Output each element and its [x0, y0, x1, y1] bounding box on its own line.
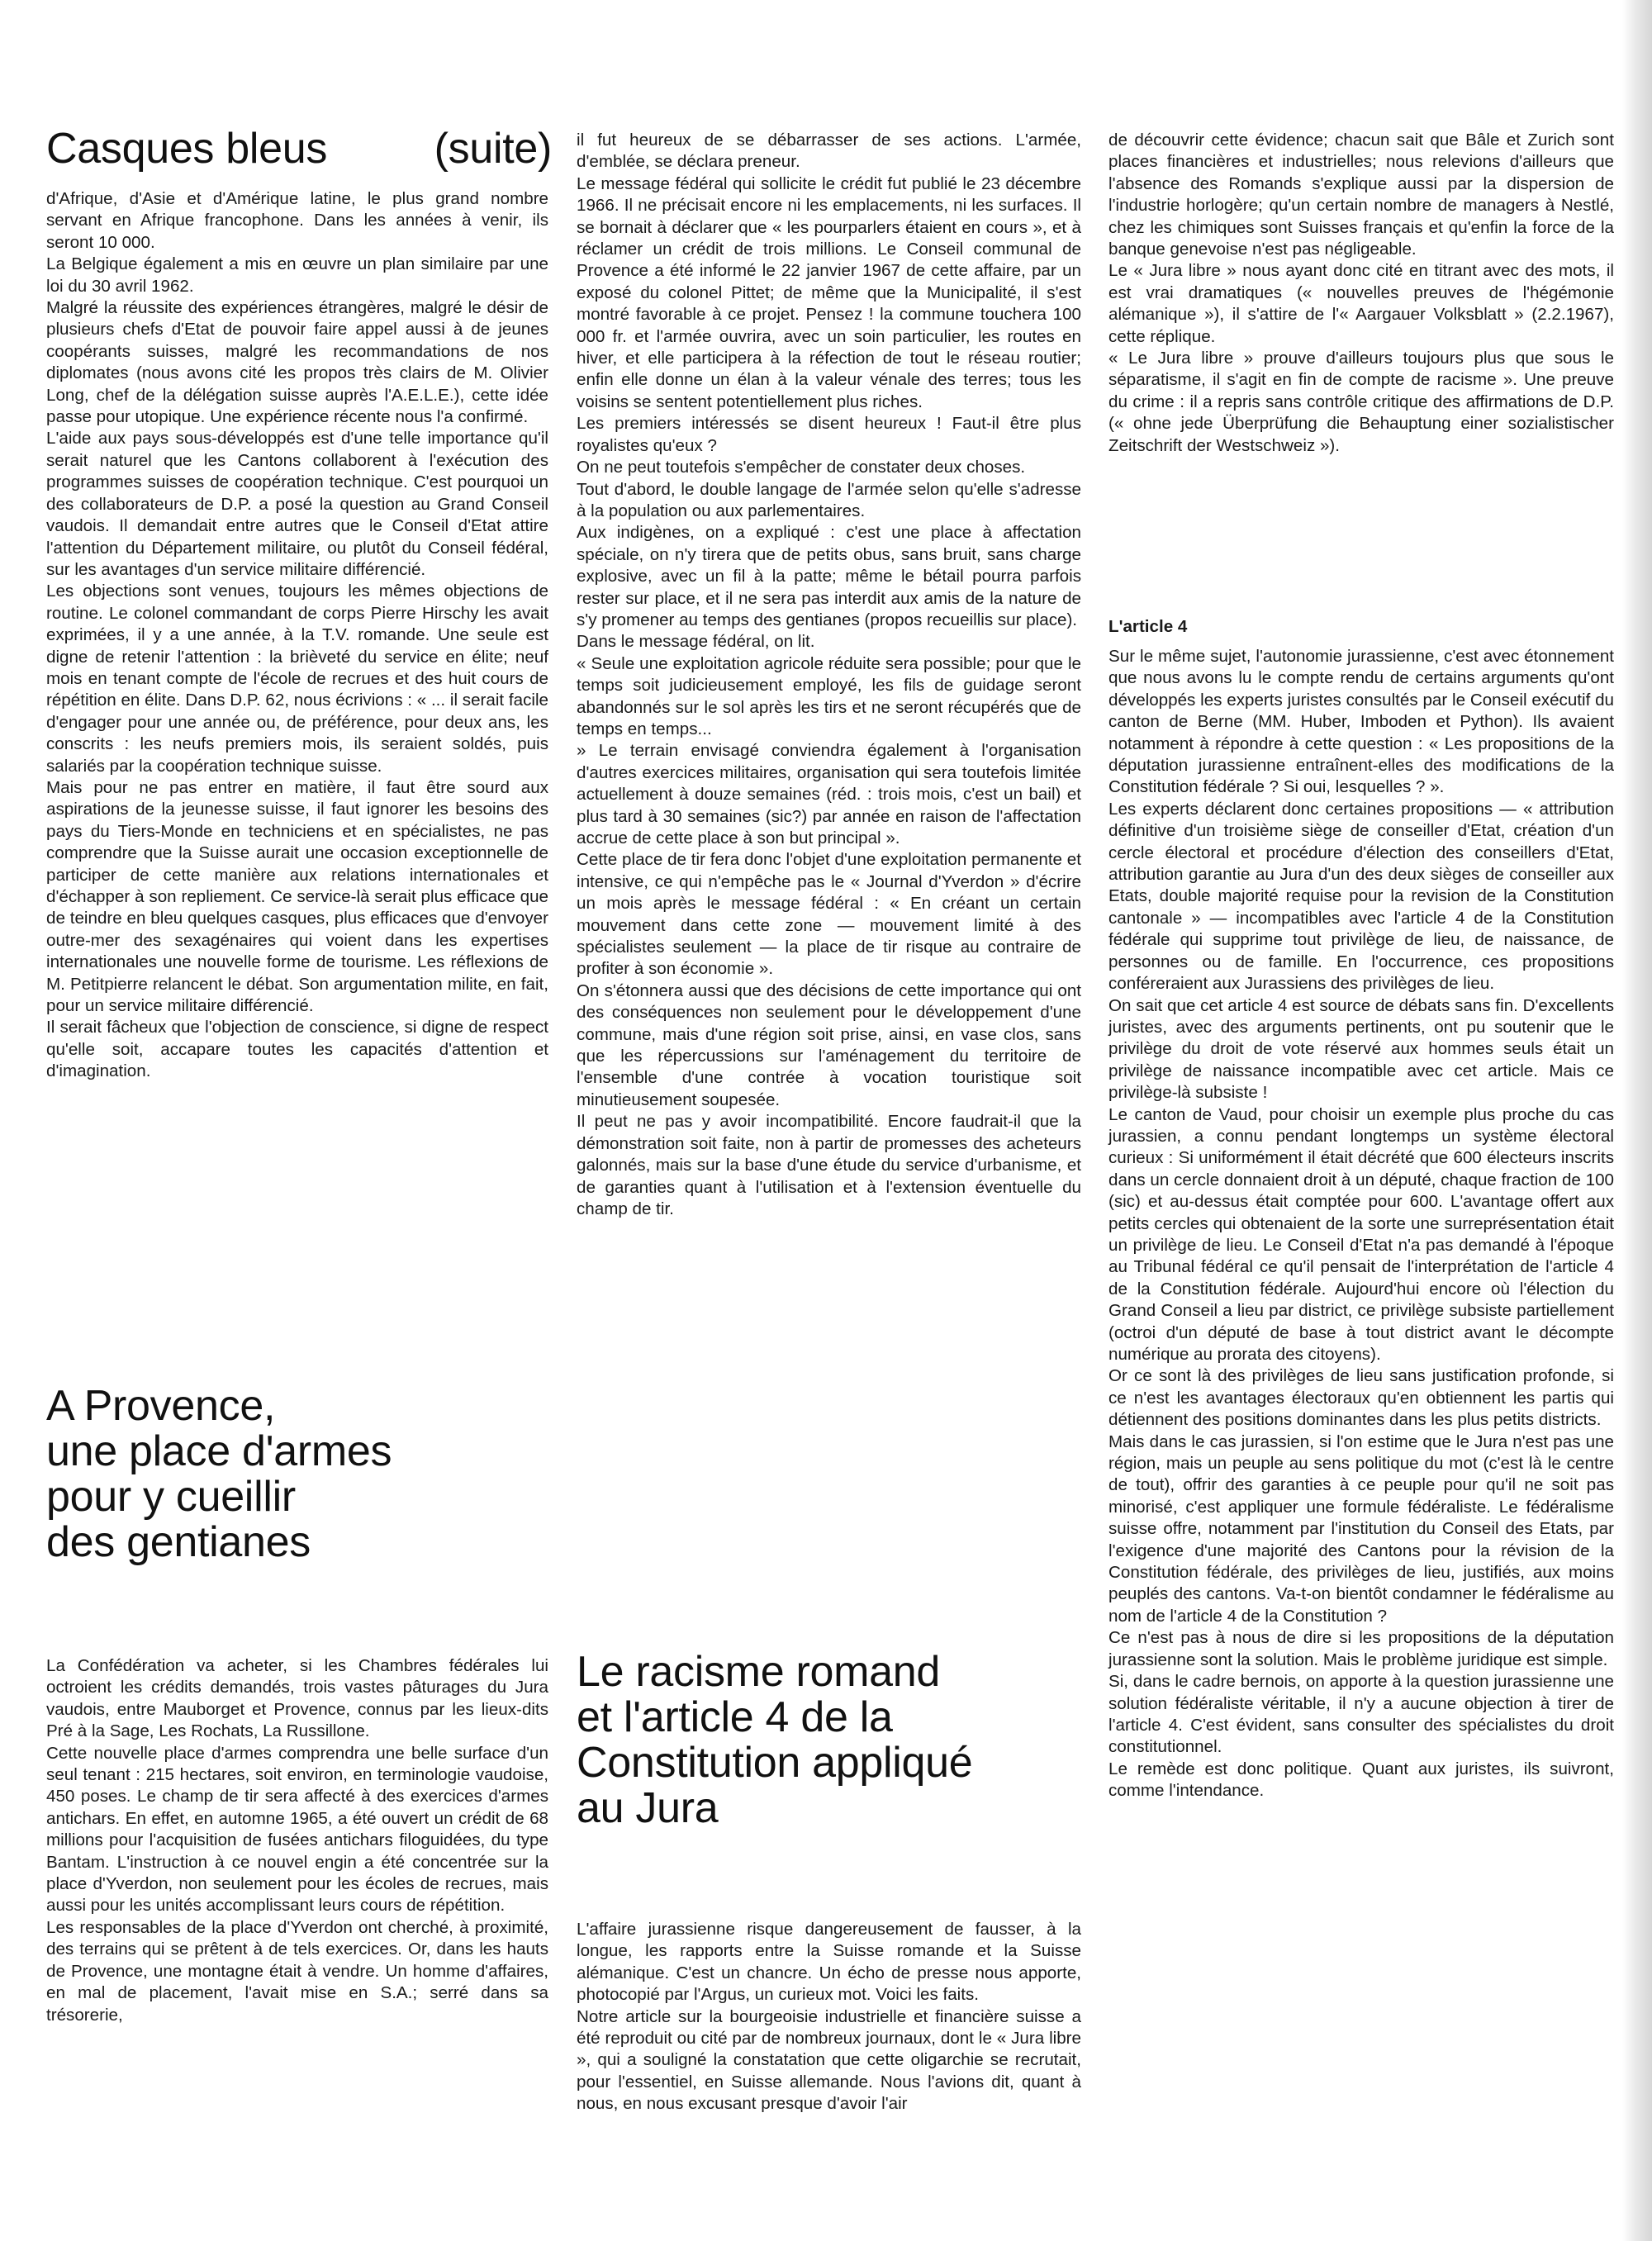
paragraph: Il serait fâcheux que l'objection de conscience, si digne de respect qu'elle soit, accapare toutes les capacités d'attention et d'imagination. [46, 1018, 548, 1081]
title-line: Constitution appliqué [577, 1739, 973, 1787]
paragraph: Les objections sont venues, toujours les mêmes objections de routine. Le colonel commandant de corps Pierre Hirschy les avait exprimées, il y a une année, à la T.V. romande. Une seule est digne de retenir l'attention : la brièveté du service en élite; neuf mois en tenant compte de l'école de recrues et des huit cours de répétition en élite. Dans D.P. 62, nous écrivions : « ... il serait facile d'engager pour une année ou, de préférence, pour deux ans, les conscrits : les neufs premiers mois, ils seraient soldés, puis salariés par la coopération technique suisse. [46, 582, 548, 776]
column-provence-part1 [46, 1655, 548, 2026]
paragraph: Mais dans le cas jurassien, si l'on estime que le Jura n'est pas une région, mais un peuple au sens politique du mot (c'est là le centre de tout), offrir des garanties à ce peuple pour qu'il ne soit pas minorisé, c'est appliquer une formule fédéraliste. Le fédéralisme suisse offre, notamment par l'institution du Conseil des Etats, par l'exigence d'une majorité des Cantons pour la révision de la Constitution fédérale, des privilèges de lieu, justifiés, aux moins peuplés des cantons. Va-t-on bientôt condamner le fédéralisme au nom de l'article 4 de la Constitution ? [1108, 1431, 1614, 1626]
paragraph: Il peut ne pas y avoir incompatibilité. Encore faudrait-il que la démonstration soit faite, non à partir de promesses des acheteurs galonnés, mais sur la base d'une étude du service d'urbanisme, et de garanties quant à l'utilisation et à l'extension éventuelle du champ de tir. [577, 1112, 1081, 1218]
column-article-4 [1108, 646, 1614, 1802]
paragraph: Malgré la réussite des expériences étrangères, malgré le désir de plusieurs chefs d'Etat de pouvoir faire appel aussi à de jeunes coopérants suisses, malgré les recommandations de nos diplomates (nous avons cité les propos très clairs de M. Olivier Long, chef de la délégation suisse auprès l'A.E.L.E.), cette idée passe pour utopique. Une expérience récente nous l'a confirmé. [46, 298, 548, 427]
column-casques-bleus [46, 188, 548, 1083]
paragraph: Les responsables de la place d'Yverdon ont cherché, à proximité, des terrains qui se prêtent à de tels exercices. Or, dans les hauts de Provence, une montagne était à vendre. Un homme d'affaires, en mal de placement, l'avait mise en S.A.; serré dans sa trésorerie, [46, 1917, 548, 2025]
title-line: au Jura [577, 1784, 719, 1832]
subheading-article-4: L'article 4 [1108, 617, 1188, 636]
page-edge-shadow [1622, 0, 1652, 2241]
column-racisme-part2 [1108, 130, 1614, 457]
paragraph: Notre article sur la bourgeoisie industrielle et financière suisse a été reproduit ou cité par de nombreux journaux, dont le « Jura libre », qui a souligné la constatation que cette oligarchie se recrutait, pour l'essentiel, en Suisse allemande. Nous l'avions dit, quant à nous, en nous excusant presque d'avoir l'air [577, 2006, 1081, 2114]
paragraph: d'Afrique, d'Asie et d'Amérique latine, le plus grand nombre servant en Afrique francophone. Dans les années à venir, ils seront 10 000. [46, 189, 548, 252]
paragraph: « Le Jura libre » prouve d'ailleurs toujours plus que sous le séparatisme, il s'agit en fin de compte de racisme ». Une preuve du crime : il a repris sans contrôle critique des affirmations de D.P. (« ohne jede Überprüfung die Behauptung einer sozialistischer Zeitschrift der Westschweiz »). [1108, 349, 1614, 455]
title-line: Le racisme romand [577, 1648, 940, 1696]
paragraph: « Seule une exploitation agricole réduite sera possible; pour que le temps soit judicieusement employé, les fils de guidage seront abandonnés sur le sol après les tirs et ne seront récupérés que de temps en temps... [577, 653, 1081, 738]
paragraph: Les experts déclarent donc certaines propositions — « attribution définitive d'un troisième siège de conseiller d'Etat, création d'un cercle électoral et procédure d'élection des conseillers d'Etat, attribution garantie au Jura d'un des deux sièges de conseiller aux Etats, double majorité requise pour la revision de la Constitution cantonale » — incompatibles avec l'article 4 de la Constitution fédérale qui supprime tout privilège de lieu, de naissance, de personnes ou de famille. En l'occurrence, ces propositions conféreraient aux Jurassiens des privilèges de lieu. [1108, 799, 1614, 994]
title-casques-text: Casques bleus [46, 125, 328, 173]
title-line: une place d'armes [46, 1427, 392, 1475]
paragraph: Cette place de tir fera donc l'objet d'une exploitation permanente et intensive, ce qui n'empêche pas le « Journal d'Yverdon » d'écrire un mois après le message fédéral : « En créant un certain mouvement dans cette zone — mouvement limité à des spécialistes seulement — la place de tir risque au contraire de profiter à son économie ». [577, 850, 1081, 979]
paragraph: Si, dans le cadre bernois, on apporte à la question jurassienne une solution fédéraliste véritable, il n'y a aucune objection à tirer de l'article 4. C'est évident, sans consulter des spécialistes du droit constitutionnel. [1108, 1672, 1614, 1757]
paragraph: On s'étonnera aussi que des décisions de cette importance qui ont des conséquences non seulement pour le développement d'une commune, mais d'une région soit prise, ainsi, en vase clos, sans que les répercussions sur l'aménagement du territoire de l'ensemble d'une contrée à vocation touristique soit minutieusement soupesée. [577, 980, 1081, 1109]
paragraph: La Belgique également a mis en œuvre un plan similaire par une loi du 30 avril 1962. [46, 254, 548, 296]
column-racisme-part1 [577, 1919, 1081, 2115]
paragraph: On ne peut toutefois s'empêcher de constater deux choses. [577, 458, 1026, 477]
title-provence [46, 1384, 552, 1565]
paragraph: L'affaire jurassienne risque dangereusement de fausser, à la longue, les rapports entre la Suisse romande et la Suisse alémanique. C'est un chancre. Un écho de presse nous apporte, photocopié par l'Argus, un curieux mot. Voici les faits. [577, 1920, 1081, 2005]
title-line: A Provence, [46, 1382, 276, 1430]
paragraph: Le « Jura libre » nous ayant donc cité en titrant avec des mots, il est vrai dramatiques (« nouvelles preuves de l'hégémonie alémanique »), il s'attire de l'« Aargauer Volksblatt » (2.2.1967), cette réplique. [1108, 261, 1614, 346]
paragraph: On sait que cet article 4 est source de débats sans fin. D'excellents juristes, avec des arguments pertinents, ont pu soutenir que le privilège du droit de vote réservé aux hommes seuls était un privilège de naissance incompatible avec cet article. Mais ce privilège-là subsiste ! [1108, 995, 1614, 1103]
paragraph: Dans le message fédéral, on lit. [577, 632, 815, 652]
paragraph: Mais pour ne pas entrer en matière, il faut être sourd aux aspirations de la jeunesse suisse, il faut ignorer les besoins des pays du Tiers-Monde en techniciens et en spécialistes, ne pas comprendre que la Suisse aurait une occasion exceptionnelle de participer de cette manière aux relations internationales et d'échapper à son repliement. Ce service-là serait plus efficace que de teindre en bleu quelques casques, plus efficaces que d'envoyer outre-mer des sexagénaires qui voient dans les expertises internationales une nouvelle forme de tourisme. Les réflexions de M. Petitpierre relancent le débat. Son argumentation milite, en fait, pour un service militaire différencié. [46, 777, 548, 1016]
paragraph: Le message fédéral qui sollicite le crédit fut publié le 23 décembre 1966. Il ne précisait encore ni les emplacements, ni les surfaces. Il se bornait à déclarer que « les pourparlers étaient en cours », et à réclamer un crédit de trois millions. Le Conseil communal de Provence a été informé le 22 janvier 1967 de cette affaire, par un exposé du colonel Pittet; de même que la Municipalité, il s'est montré favorable à ce projet. Pensez ! la commune touchera 100 000 fr. et l'armée ouvrira, avec un soin particulier, les routes en hiver, et elle participera à la réfection de tout le réseau routier; enfin elle donne un élan à la valeur vénale des terres; tous les voisins se sentent potentiellement plus riches. [577, 173, 1081, 411]
paragraph: » Le terrain envisagé conviendra également à l'organisation d'autres exercices militaires, organisation qui sera toutefois limitée actuellement à douze semaines (réd. : trois mois, c'est un bail) et plus tard à 30 semaines (sic?) par année en raison de l'affectation accrue de cette place à son but principal ». [577, 741, 1081, 847]
title-line: et l'article 4 de la [577, 1693, 893, 1741]
title-racisme-romand [577, 1650, 1089, 1831]
paragraph: Ce n'est pas à nous de dire si les propositions de la députation jurassienne sont la solution. Mais le problème juridique est simple. [1108, 1628, 1614, 1669]
paragraph: L'aide aux pays sous-développés est d'une telle importance qu'il serait naturel que les Cantons collaborent à l'exécution des programmes suisses de coopération technique. C'est pourquoi un des collaborateurs de D.P. a posé la question au Grand Conseil vaudois. Il demandait entre autres que le Conseil d'Etat attire l'attention du Département militaire, ou plutôt du Conseil fédéral, sur les avantages d'un service militaire différencié. [46, 429, 548, 579]
paragraph: Cette nouvelle place d'armes comprendra une belle surface d'un seul tenant : 215 hectares, soit environ, en terminologie vaudoise, 450 poses. Le champ de tir sera affecté à des exercices d'armes antichars. En effet, en automne 1965, a été ouvert un crédit de 68 millions pour l'acquisition de fusées antichars filoguidées, du type Bantam. L'instruction à ce nouvel engin a été concentrée sur la place d'Yverdon, non seulement pour les écoles de recrues, mais aussi pour les unités accomplissant leurs cours de répétition. [46, 1743, 548, 1916]
paragraph: de découvrir cette évidence; chacun sait que Bâle et Zurich sont places financières et industrielles; nous relevions d'ailleurs que l'absence des Romands s'explique aussi par la dispersion de l'industrie horlogère; qu'un certain nombre de managers à Nestlé, chez les chimiques sont Suisses français et qu'enfin la force de la banque genevoise n'est pas négligeable. [1108, 131, 1614, 259]
paragraph: Sur le même sujet, l'autonomie jurassienne, c'est avec étonnement que nous avons lu le compte rendu de certains arguments qu'ont développés les experts juristes consultés par le Conseil exécutif du canton de Berne (MM. Huber, Imboden et Python). Ils avaient notamment à répondre à cette question : « Les propositions de la députation jurassienne entraînent-elles des modifications de la Constitution fédérale ? Si oui, lesquelles ? ». [1108, 647, 1614, 797]
paragraph: Le remède est donc politique. Quant aux juristes, ils suivront, comme l'intendance. [1108, 1759, 1614, 1801]
paragraph: Le canton de Vaud, pour choisir un exemple plus proche du cas jurassien, a connu pendant longtemps un système électoral curieux : Si uniformément il était décrété que 600 électeurs inscrits dans un cercle donnaient droit à un député, chaque fraction de 100 (sic) et au-dessus était comptée pour 600. L'avantage offert aux petits cercles qui obtenaient de la sorte une surreprésentation était un privilège de lieu. Le Conseil d'Etat n'a pas demandé à l'époque au Tribunal fédéral ce qu'il pensait de l'interprétation de l'article 4 de la Constitution fédérale. Aujourd'hui encore où l'élection du Grand Conseil a lieu par district, ce privilège subsiste partiellement (octroi d'un député de base à tout district avant le décompte numérique au prorata des citoyens). [1108, 1104, 1614, 1364]
paragraph: Les premiers intéressés se disent heureux ! Faut-il être plus royalistes qu'eux ? [577, 414, 1081, 455]
title-casques-bleus [46, 124, 552, 173]
paragraph: Aux indigènes, on a expliqué : c'est une place à affectation spéciale, on n'y tirera que de petits obus, sans bruit, sans charge explosive, avec un fil à la patte; même le bétail pourra parfois rester sur place, et il ne sera pas interdit aux amis de la nature de s'y promener au temps des gentianes (propos recueillis sur place). [577, 523, 1081, 629]
paragraph: Tout d'abord, le double langage de l'armée selon qu'elle s'adresse à la population ou aux parlementaires. [577, 479, 1081, 520]
title-suite-text: (suite) [434, 125, 552, 173]
title-line: des gentianes [46, 1518, 311, 1566]
column-provence-part2 [577, 130, 1081, 1220]
paragraph: Or ce sont là des privilèges de lieu sans justification profonde, si ce n'est les avantages électoraux qu'en obtiennent les partis qui détiennent des positions dominantes dans les plus petits districts. [1108, 1366, 1614, 1430]
paragraph: il fut heureux de se débarrasser de ses actions. L'armée, d'emblée, se déclara preneur. [577, 131, 1081, 172]
title-line: pour y cueillir [46, 1473, 296, 1521]
paragraph: La Confédération va acheter, si les Chambres fédérales lui octroient les crédits demandés, trois vastes pâturages du Jura vaudois, entre Mauborget et Provence, connus par les lieux-dits Pré à la Sage, Les Rochats, La Russillone. [46, 1656, 548, 1741]
